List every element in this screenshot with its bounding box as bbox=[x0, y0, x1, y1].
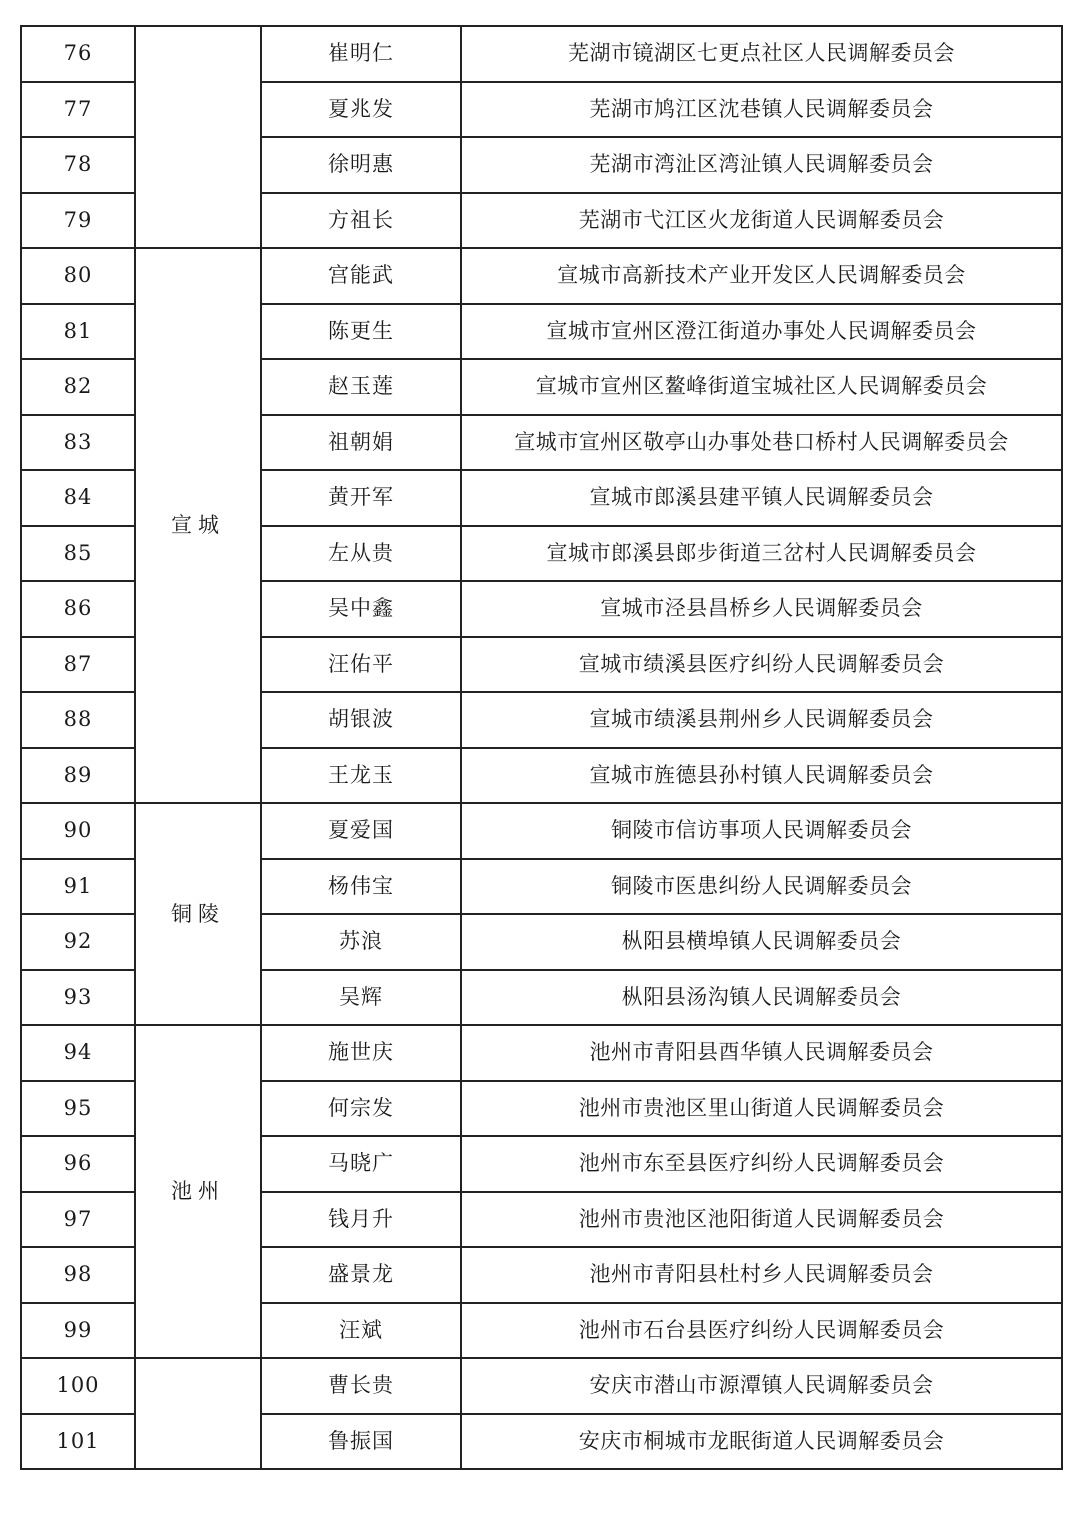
person-name-cell: 鲁振国 bbox=[261, 1414, 461, 1470]
organization-cell: 池州市东至县医疗纠纷人民调解委员会 bbox=[461, 1136, 1062, 1192]
organization-cell: 池州市贵池区池阳街道人民调解委员会 bbox=[461, 1192, 1062, 1248]
serial-number-cell: 77 bbox=[21, 82, 135, 138]
person-name-cell: 崔明仁 bbox=[261, 26, 461, 82]
serial-number-cell: 88 bbox=[21, 692, 135, 748]
serial-number-cell: 100 bbox=[21, 1358, 135, 1414]
organization-cell: 芜湖市镜湖区七更点社区人民调解委员会 bbox=[461, 26, 1062, 82]
organization-cell: 宣城市宣州区敬亭山办事处巷口桥村人民调解委员会 bbox=[461, 415, 1062, 471]
person-name-cell: 方祖长 bbox=[261, 193, 461, 249]
organization-cell: 安庆市桐城市龙眠街道人民调解委员会 bbox=[461, 1414, 1062, 1470]
person-name-cell: 杨伟宝 bbox=[261, 859, 461, 915]
city-cell: 宣城 bbox=[135, 248, 261, 803]
serial-number-cell: 82 bbox=[21, 359, 135, 415]
organization-cell: 铜陵市信访事项人民调解委员会 bbox=[461, 803, 1062, 859]
person-name-cell: 苏浪 bbox=[261, 914, 461, 970]
serial-number-cell: 79 bbox=[21, 193, 135, 249]
organization-cell: 池州市贵池区里山街道人民调解委员会 bbox=[461, 1081, 1062, 1137]
organization-cell: 芜湖市鸠江区沈巷镇人民调解委员会 bbox=[461, 82, 1062, 138]
city-cell: 铜陵 bbox=[135, 803, 261, 1025]
mediator-roster-table bbox=[20, 25, 1063, 1470]
person-name-cell: 何宗发 bbox=[261, 1081, 461, 1137]
person-name-cell: 钱月升 bbox=[261, 1192, 461, 1248]
table-row bbox=[21, 1025, 1062, 1081]
organization-cell: 芜湖市弋江区火龙街道人民调解委员会 bbox=[461, 193, 1062, 249]
serial-number-cell: 76 bbox=[21, 26, 135, 82]
person-name-cell: 黄开军 bbox=[261, 470, 461, 526]
table-row bbox=[21, 248, 1062, 304]
organization-cell: 铜陵市医患纠纷人民调解委员会 bbox=[461, 859, 1062, 915]
organization-cell: 宣城市绩溪县医疗纠纷人民调解委员会 bbox=[461, 637, 1062, 693]
organization-cell: 宣城市高新技术产业开发区人民调解委员会 bbox=[461, 248, 1062, 304]
person-name-cell: 祖朝娟 bbox=[261, 415, 461, 471]
serial-number-cell: 92 bbox=[21, 914, 135, 970]
serial-number-cell: 83 bbox=[21, 415, 135, 471]
serial-number-cell: 89 bbox=[21, 748, 135, 804]
serial-number-cell: 101 bbox=[21, 1414, 135, 1470]
organization-cell: 枞阳县横埠镇人民调解委员会 bbox=[461, 914, 1062, 970]
serial-number-cell: 93 bbox=[21, 970, 135, 1026]
person-name-cell: 左从贵 bbox=[261, 526, 461, 582]
serial-number-cell: 85 bbox=[21, 526, 135, 582]
serial-number-cell: 96 bbox=[21, 1136, 135, 1192]
organization-cell: 宣城市宣州区澄江街道办事处人民调解委员会 bbox=[461, 304, 1062, 360]
person-name-cell: 胡银波 bbox=[261, 692, 461, 748]
person-name-cell: 施世庆 bbox=[261, 1025, 461, 1081]
serial-number-cell: 81 bbox=[21, 304, 135, 360]
city-cell bbox=[135, 26, 261, 248]
person-name-cell: 吴辉 bbox=[261, 970, 461, 1026]
serial-number-cell: 78 bbox=[21, 137, 135, 193]
person-name-cell: 汪佑平 bbox=[261, 637, 461, 693]
serial-number-cell: 87 bbox=[21, 637, 135, 693]
person-name-cell: 夏爱国 bbox=[261, 803, 461, 859]
organization-cell: 池州市青阳县酉华镇人民调解委员会 bbox=[461, 1025, 1062, 1081]
organization-cell: 芜湖市湾沚区湾沚镇人民调解委员会 bbox=[461, 137, 1062, 193]
roster-body bbox=[21, 26, 1062, 1469]
person-name-cell: 陈更生 bbox=[261, 304, 461, 360]
serial-number-cell: 94 bbox=[21, 1025, 135, 1081]
serial-number-cell: 84 bbox=[21, 470, 135, 526]
table-row bbox=[21, 1358, 1062, 1414]
organization-cell: 枞阳县汤沟镇人民调解委员会 bbox=[461, 970, 1062, 1026]
person-name-cell: 王龙玉 bbox=[261, 748, 461, 804]
person-name-cell: 徐明惠 bbox=[261, 137, 461, 193]
person-name-cell: 马晓广 bbox=[261, 1136, 461, 1192]
serial-number-cell: 80 bbox=[21, 248, 135, 304]
organization-cell: 宣城市郎溪县建平镇人民调解委员会 bbox=[461, 470, 1062, 526]
organization-cell: 宣城市宣州区鳌峰街道宝城社区人民调解委员会 bbox=[461, 359, 1062, 415]
serial-number-cell: 98 bbox=[21, 1247, 135, 1303]
city-cell: 池州 bbox=[135, 1025, 261, 1358]
serial-number-cell: 86 bbox=[21, 581, 135, 637]
table-row bbox=[21, 26, 1062, 82]
person-name-cell: 盛景龙 bbox=[261, 1247, 461, 1303]
person-name-cell: 汪斌 bbox=[261, 1303, 461, 1359]
organization-cell: 池州市石台县医疗纠纷人民调解委员会 bbox=[461, 1303, 1062, 1359]
organization-cell: 宣城市泾县昌桥乡人民调解委员会 bbox=[461, 581, 1062, 637]
person-name-cell: 夏兆发 bbox=[261, 82, 461, 138]
table-row bbox=[21, 803, 1062, 859]
organization-cell: 宣城市绩溪县荆州乡人民调解委员会 bbox=[461, 692, 1062, 748]
organization-cell: 安庆市潜山市源潭镇人民调解委员会 bbox=[461, 1358, 1062, 1414]
serial-number-cell: 90 bbox=[21, 803, 135, 859]
serial-number-cell: 97 bbox=[21, 1192, 135, 1248]
organization-cell: 宣城市旌德县孙村镇人民调解委员会 bbox=[461, 748, 1062, 804]
organization-cell: 池州市青阳县杜村乡人民调解委员会 bbox=[461, 1247, 1062, 1303]
serial-number-cell: 95 bbox=[21, 1081, 135, 1137]
person-name-cell: 赵玉莲 bbox=[261, 359, 461, 415]
person-name-cell: 宫能武 bbox=[261, 248, 461, 304]
serial-number-cell: 91 bbox=[21, 859, 135, 915]
person-name-cell: 曹长贵 bbox=[261, 1358, 461, 1414]
serial-number-cell: 99 bbox=[21, 1303, 135, 1359]
person-name-cell: 吴中鑫 bbox=[261, 581, 461, 637]
organization-cell: 宣城市郎溪县郎步街道三岔村人民调解委员会 bbox=[461, 526, 1062, 582]
city-cell bbox=[135, 1358, 261, 1469]
